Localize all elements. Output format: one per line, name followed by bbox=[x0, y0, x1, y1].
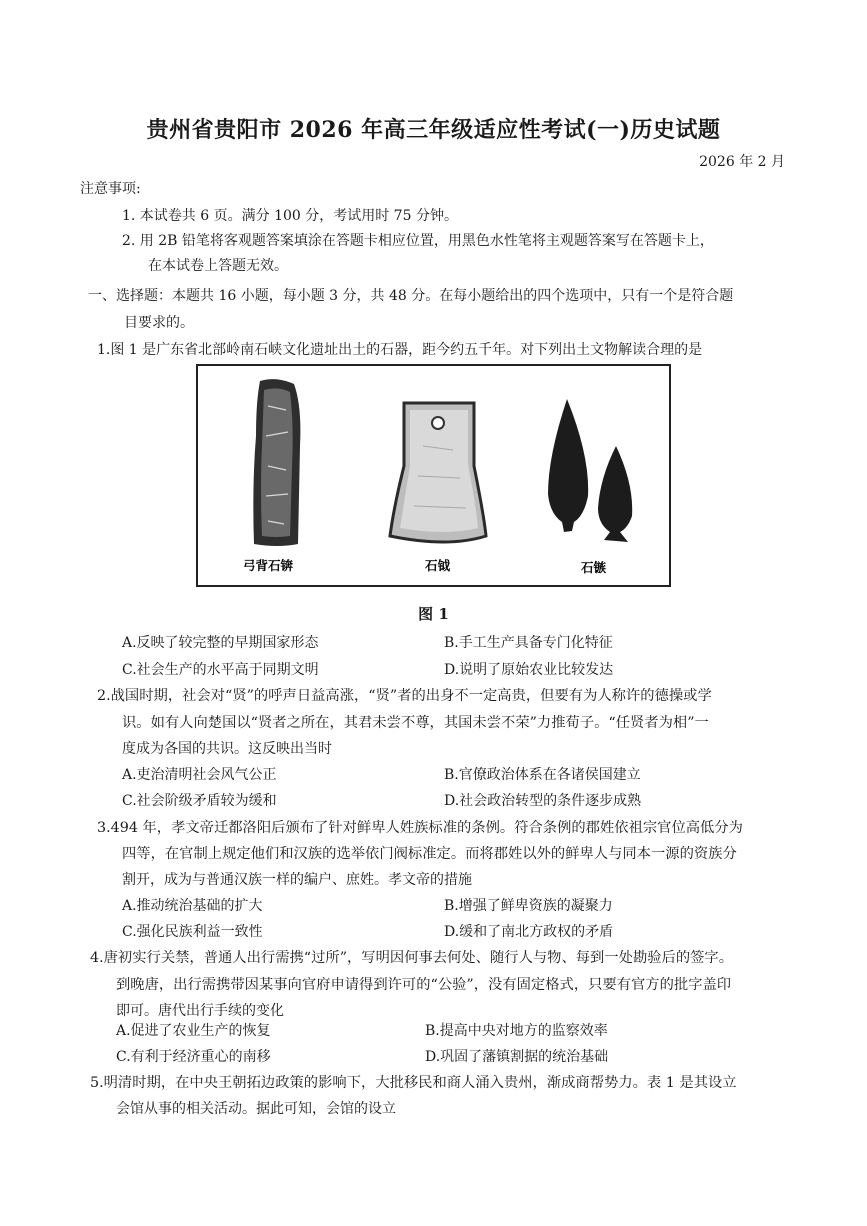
option-c: C.强化民族利益一致性 bbox=[122, 924, 263, 940]
option-b: B.提高中央对地方的监察效率 bbox=[425, 1023, 608, 1039]
option-d: D.巩固了藩镇割据的统治基础 bbox=[425, 1049, 609, 1065]
question-stem: 1.图 1 是广东省北部岭南石峡文化遗址出土的石器，距今约五千年。对下列出土文物解读合理的是 bbox=[97, 342, 703, 358]
question-stem: 2.战国时期，社会对“贤”的呼声日益高涨，“贤”者的出身不一定高贵，但要有为人称许的德操或学 bbox=[97, 688, 712, 704]
figure-1-frame bbox=[196, 364, 671, 587]
option-a: A.促进了农业生产的恢复 bbox=[116, 1023, 271, 1039]
question-stem: 度成为各国的共识。这反映出当时 bbox=[122, 741, 332, 757]
option-b: B.增强了鲜卑资族的凝聚力 bbox=[444, 898, 613, 914]
question-stem: 3.494 年，孝文帝迁都洛阳后颁布了针对鲜卑人姓族标准的条例。符合条例的郡姓依祖宗官位高低分为 bbox=[97, 820, 743, 836]
option-c: C.社会阶级矛盾较为缓和 bbox=[122, 793, 277, 809]
option-b: B.手工生产具备专门化特征 bbox=[444, 635, 613, 651]
section-line: 一、选择题：本题共 16 小题，每小题 3 分，共 48 分。在每小题给出的四个选项中，只有一个是符合题 bbox=[88, 288, 734, 304]
question-stem: 四等，在官制上规定他们和汉族的选举依门阀标准定。而将郡姓以外的鲜卑人与同本一源的资族分 bbox=[122, 846, 737, 862]
exam-date: 2026 年 2 月 bbox=[699, 154, 785, 170]
stone-arrowhead-image bbox=[548, 399, 632, 542]
notice-heading: 注意事项: bbox=[80, 181, 141, 197]
stone-axe-image bbox=[390, 403, 486, 542]
question-stem: 会馆从事的相关活动。据此可知，会馆的设立 bbox=[116, 1101, 396, 1117]
stone-adze-image bbox=[253, 379, 300, 546]
notice-item: 在本试卷上答题无效。 bbox=[148, 258, 288, 274]
figure-caption-arrowhead: 石镞 bbox=[581, 560, 607, 575]
notice-item: 2. 用 2B 铅笔将客观题答案填涂在答题卡相应位置，用黑色水性笔将主观题答案写在答题卡上， bbox=[122, 233, 714, 249]
figure-caption-axe: 石钺 bbox=[425, 558, 451, 573]
question-stem: 4.唐初实行关禁，普通人出行需携“过所”，写明因何事去何处、随行人与物、每到一处勘验后的签字。 bbox=[90, 950, 734, 966]
option-a: A.推动统治基础的扩大 bbox=[122, 898, 263, 914]
notice-item: 1. 本试卷共 6 页。满分 100 分，考试用时 75 分钟。 bbox=[122, 208, 458, 224]
option-a: A.反映了较完整的早期国家形态 bbox=[122, 635, 319, 651]
option-c: C.社会生产的水平高于同期文明 bbox=[122, 662, 319, 678]
section-line: 目要求的。 bbox=[124, 315, 194, 331]
question-stem: 即可。唐代出行手续的变化 bbox=[116, 1003, 284, 1019]
option-b: B.官僚政治体系在各诸侯国建立 bbox=[444, 767, 641, 783]
option-d: D.说明了原始农业比较发达 bbox=[444, 662, 614, 678]
option-a: A.吏治清明社会风气公正 bbox=[122, 767, 277, 783]
page-title: 贵州省贵阳市 2026 年高三年级适应性考试(一)历史试题 bbox=[146, 117, 721, 143]
option-d: D.社会政治转型的条件逐步成熟 bbox=[444, 793, 642, 809]
option-c: C.有利于经济重心的南移 bbox=[116, 1049, 271, 1065]
question-stem: 识。如有人向楚国以“贤者之所在，其君未尝不尊，其国未尝不荣”力推荀子。“任贤者为相”一 bbox=[122, 715, 709, 731]
figure-title: 图 1 bbox=[418, 605, 449, 623]
option-d: D.缓和了南北方政权的矛盾 bbox=[444, 924, 614, 940]
figure-1-image bbox=[198, 366, 669, 585]
question-stem: 5.明清时期，在中央王朝拓边政策的影响下，大批移民和商人涌入贵州，渐成商帮势力。表 1 是其设立 bbox=[90, 1075, 737, 1091]
question-stem: 割开，成为与普通汉族一样的编户、庶姓。孝文帝的措施 bbox=[122, 872, 472, 888]
question-stem: 到晚唐，出行需携带因某事向官府申请得到许可的“公验”，没有固定格式，只要有官方的批字盖印 bbox=[116, 977, 732, 993]
figure-caption-adze: 弓背石锛 bbox=[243, 558, 294, 573]
